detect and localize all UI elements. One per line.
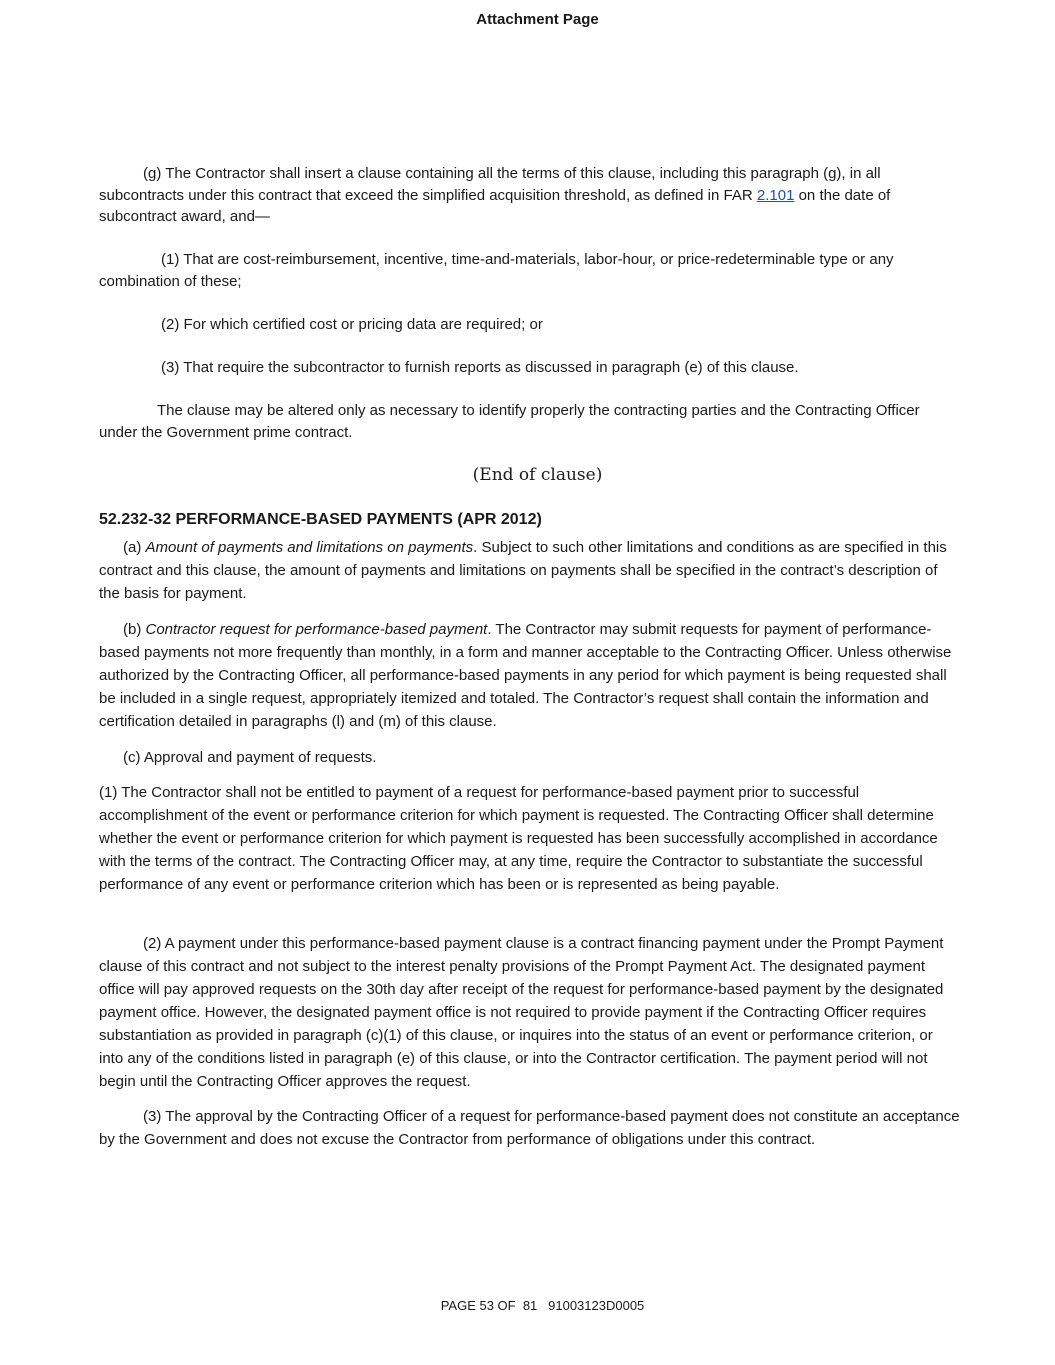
paragraph-a-text: . Subject to such other limitations and conditions as are specified in this contract and this clause, the amount of payments and limitations on payments shall be specified in the contract’s description of the basis for payment. [99,539,947,602]
paragraph-b-title: Contractor request for performance-based payment [145,621,488,638]
paragraph-a-title: Amount of payments and limitations on payments [145,539,474,556]
paragraph-b-label: (b) [123,621,146,638]
page-header-title: Attachment Page [476,11,599,28]
clause-g-item-1: (1) That are cost-reimbursement, incentive, time-and-materials, labor-hour, or price-redeterminable type or any combination of these; [99,251,894,290]
clause-g-closing: The clause may be altered only as necessary to identify properly the contracting parties and the Contracting Officer under the Government prime contract. [99,402,920,441]
section-heading: 52.232-32 PERFORMANCE-BASED PAYMENTS (APR 2012) [99,511,542,528]
paragraph-b-text: . The Contractor may submit requests for payment of performance-based payments not more frequently than monthly, in a form and manner acceptable to the Contracting Officer. Unless otherwise authorized by the Contracting Officer, all performance-based payments in any period for which payment is being requested shall be included in a single request, appropriately itemized and totaled. The Contractor’s request shall contain the information and certification detailed in paragraphs (l) and (m) of this clause. [99,621,952,730]
document-number: 91003123D0005 [548,1298,645,1313]
paragraph-c-3: (3) The approval by the Contracting Officer of a request for performance-based payment does not constitute an acceptance by the Government and does not excuse the Contractor from performance of obligations under this contract. [99,1108,960,1148]
paragraph-a-label: (a) [123,539,146,556]
end-of-clause: (End of clause) [472,465,603,485]
far-2-101-link[interactable]: 2.101 [756,186,795,204]
paragraph-c-1: (1) The Contractor shall not be entitled to payment of a request for performance-based payment prior to successful accomplishment of the event or performance criterion for which payment is requested. The Contracting Officer shall determine whether the event or performance criterion for which payment is requested has been successfully accomplished in accordance with the terms of the contract. The Contracting Officer may, at any time, require the Contractor to substantiate the successful performance of any event or performance criterion which has been or is represented as being payable. [99,784,938,893]
paragraph-c: (c) Approval and payment of requests. [123,749,377,766]
page-footer [0,1298,1055,1313]
paragraph-c-2: (2) A payment under this performance-based payment clause is a contract financing payment under the Prompt Payment clause of this contract and not subject to the interest penalty provisions of the Prompt Payment Act. The designated payment office will pay approved requests on the 30th day after receipt of the request for performance-based payment by the designated payment office. However, the designated payment office is not required to provide payment if the Contracting Officer requires substantiation as provided in paragraph (c)(1) of this clause, or inquires into the status of an event or performance criterion, or into any of the conditions listed in paragraph (e) of this clause, or into the Contractor certification. The payment period will not begin until the Contracting Officer approves the request. [99,935,944,1090]
page-number: PAGE 53 OF 81 [440,1298,538,1313]
paragraph-b [99,618,961,733]
clause-g-item-3: (3) That require the subcontractor to furnish reports as discussed in paragraph (e) of this clause. [161,359,799,376]
clause-g-item-2: (2) For which certified cost or pricing data are required; or [161,316,543,333]
paragraph-a [99,536,961,605]
clause-g-text: (g) The Contractor shall insert a clause containing all the terms of this clause, including this paragraph (g), in all subcontracts under this contract that exceed the simplified acquisition threshold, as defined in FAR [99,165,881,204]
clause-g-paragraph [99,163,961,228]
clause-g-text-end: on the date of subcontract award, and— [99,186,891,225]
